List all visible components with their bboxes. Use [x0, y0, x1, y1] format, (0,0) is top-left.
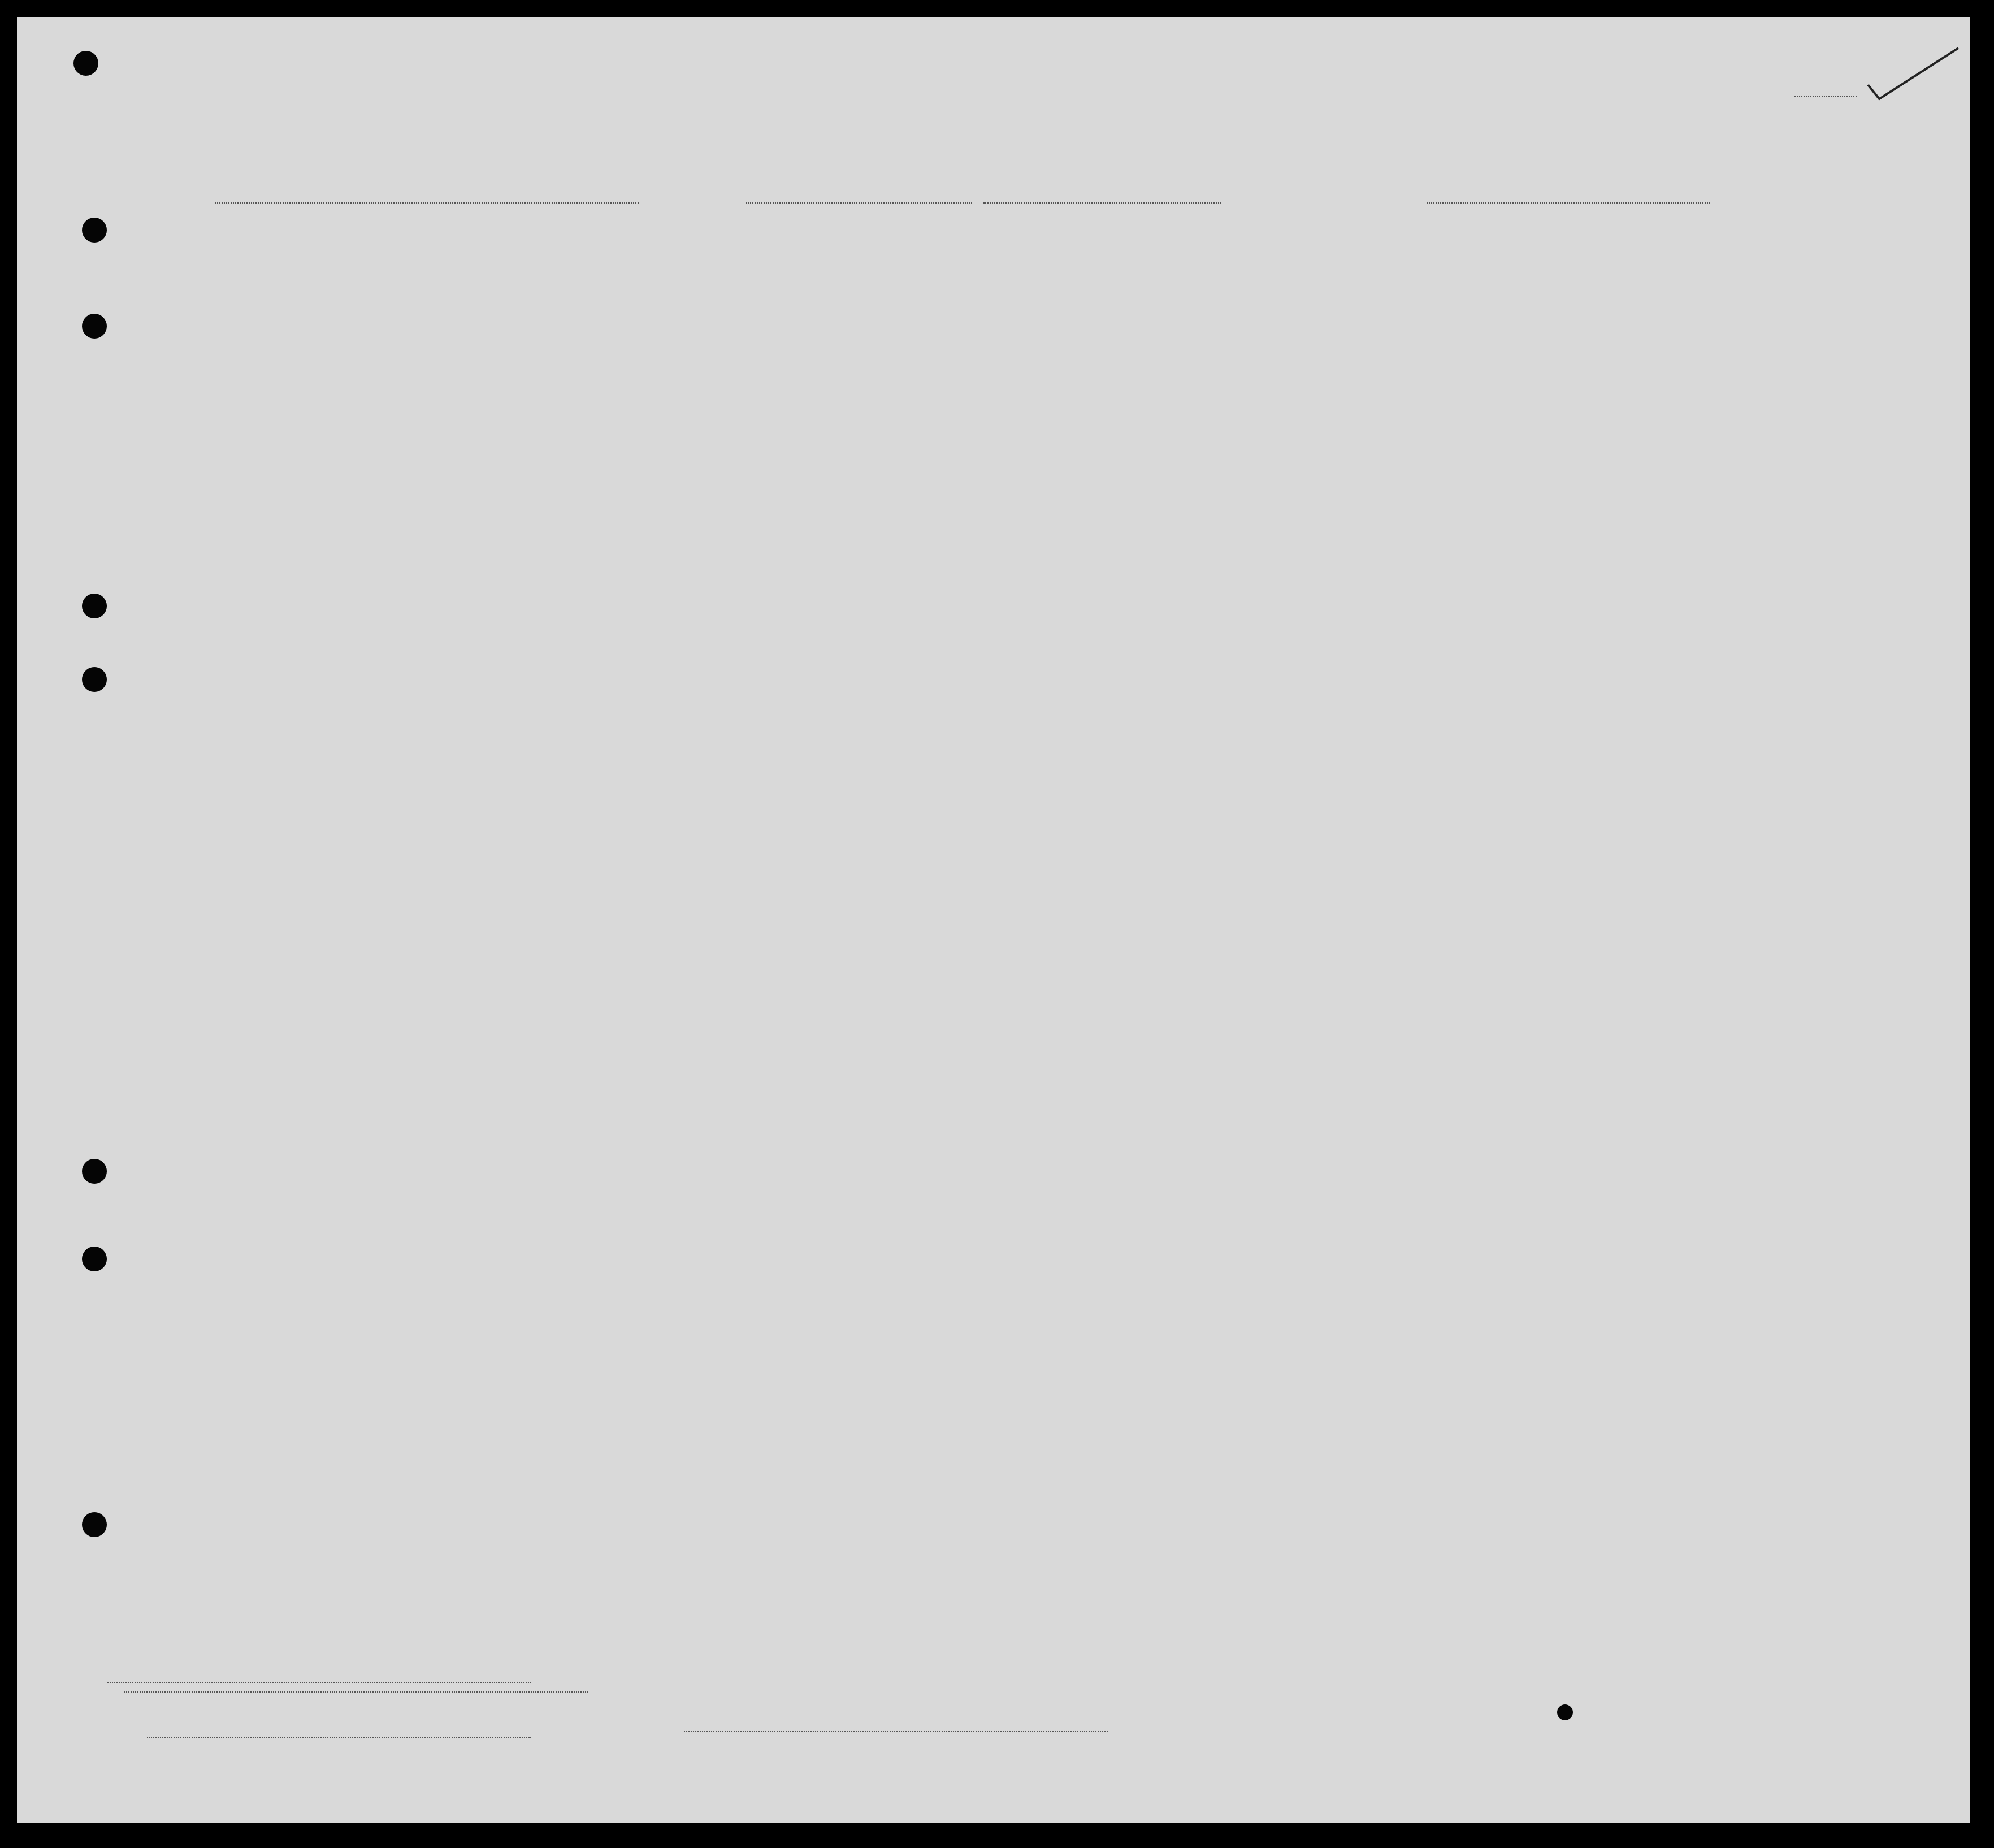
punch-hole — [82, 1247, 107, 1271]
punch-hole — [1557, 1704, 1573, 1720]
punch-hole — [82, 314, 107, 339]
checkmark-icon — [1862, 42, 1964, 116]
table-grid — [68, 240, 1927, 1648]
vessel-info-row — [102, 197, 1882, 231]
sheet-line — [1794, 96, 1857, 97]
crew-table — [68, 240, 1927, 1648]
owners-value — [124, 1691, 588, 1693]
punch-hole — [82, 667, 107, 692]
vessel-name — [215, 202, 639, 204]
inspector-line — [684, 1731, 1108, 1732]
punch-hole — [82, 1159, 107, 1184]
punch-hole — [82, 594, 107, 618]
punch-hole — [82, 218, 107, 243]
punch-hole — [73, 51, 98, 76]
arriving-port — [746, 202, 972, 204]
punch-hole — [82, 1512, 107, 1537]
line-fill — [107, 1682, 531, 1683]
manifest-sheet — [17, 17, 1970, 1823]
from-port — [1427, 202, 1710, 204]
agents-fill — [147, 1737, 531, 1738]
arrival-date — [983, 202, 1221, 204]
